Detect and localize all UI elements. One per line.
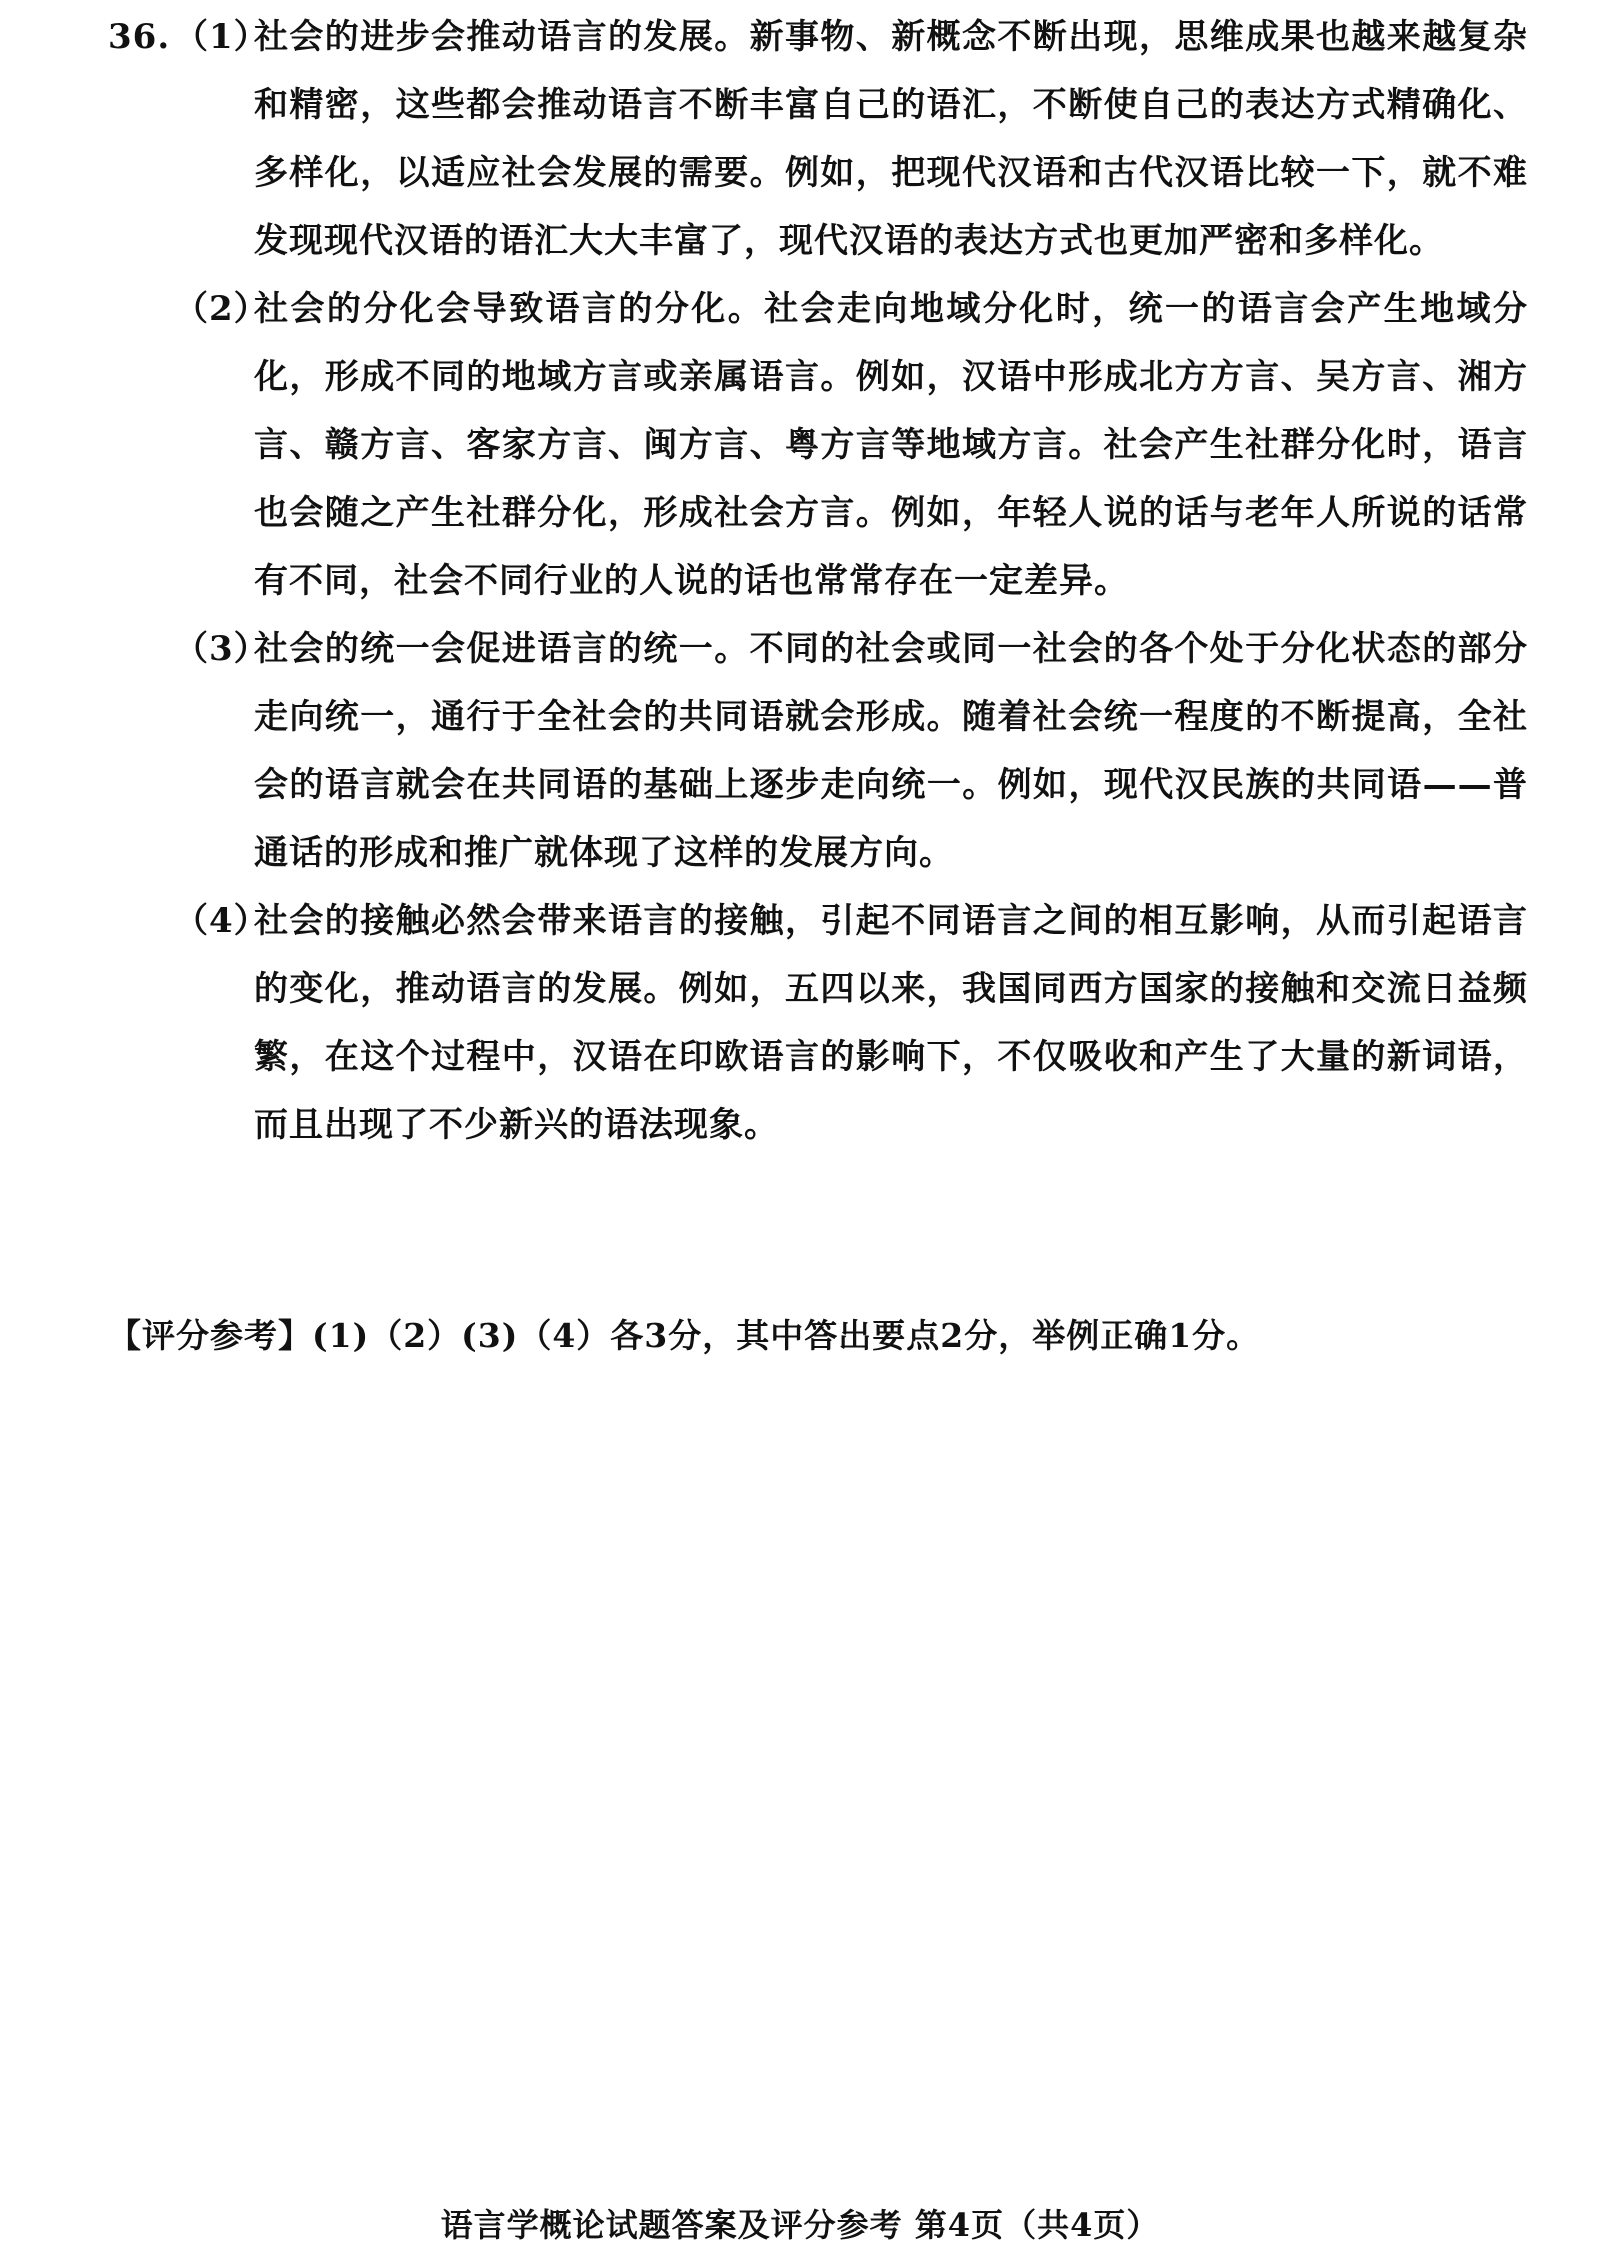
part-label-3: （3） [174, 629, 269, 669]
answer-part-1 [108, 3, 1528, 275]
answer-part-4 [108, 887, 1528, 1159]
part-text-3: 社会的统一会促进语言的统一。不同的社会或同一社会的各个处于分化状态的部分走向统一，通行于全社会的共同语就会形成。随着社会统一程度的不断提高，全社会的语言就会在共同语的基础上逐步走向统一。例如，现代汉民族的共同语——普通话的形成和推广就体现了这样的发展方向。 [254, 629, 1528, 873]
part-text-2: 社会的分化会导致语言的分化。社会走向地域分化时，统一的语言会产生地域分化，形成不同的地域方言或亲属语言。例如，汉语中形成北方方言、吴方言、湘方言、赣方言、客家方言、闽方言、粤方言等地域方言。社会产生社群分化时，语言也会随之产生社群分化，形成社会方言。例如，年轻人说的话与老年人所说的话常有不同，社会不同行业的人说的话也常常存在一定差异。 [254, 289, 1528, 601]
answer-part-2 [108, 275, 1528, 615]
question-number: 36. [108, 17, 171, 57]
scoring-reference: 【评分参考】(1)（2）(3)（4）各3分，其中答出要点2分，举例正确1分。 [108, 1316, 1261, 1355]
part-label-4: （4） [174, 901, 269, 941]
question-36-answer [108, 0, 1528, 1159]
part-text-1: 社会的进步会推动语言的发展。新事物、新概念不断出现，思维成果也越来越复杂和精密，这些都会推动语言不断丰富自己的语汇，不断使自己的表达方式精确化、多样化，以适应社会发展的需要。例如，把现代汉语和古代汉语比较一下，就不难发现现代汉语的语汇大大丰富了，现代汉语的表达方式也更加严密和多样化。 [254, 17, 1528, 261]
page-footer: 语言学概论试题答案及评分参考 第4页（共4页） [440, 2206, 1160, 2244]
answer-part-3 [108, 615, 1528, 887]
part-label-1: （1） [174, 17, 269, 57]
part-label-2: （2） [174, 289, 269, 329]
part-text-4: 社会的接触必然会带来语言的接触，引起不同语言之间的相互影响，从而引起语言的变化，推动语言的发展。例如，五四以来，我国同西方国家的接触和交流日益频繁，在这个过程中，汉语在印欧语言的影响下，不仅吸收和产生了大量的新词语，而且出现了不少新兴的语法现象。 [254, 901, 1528, 1145]
